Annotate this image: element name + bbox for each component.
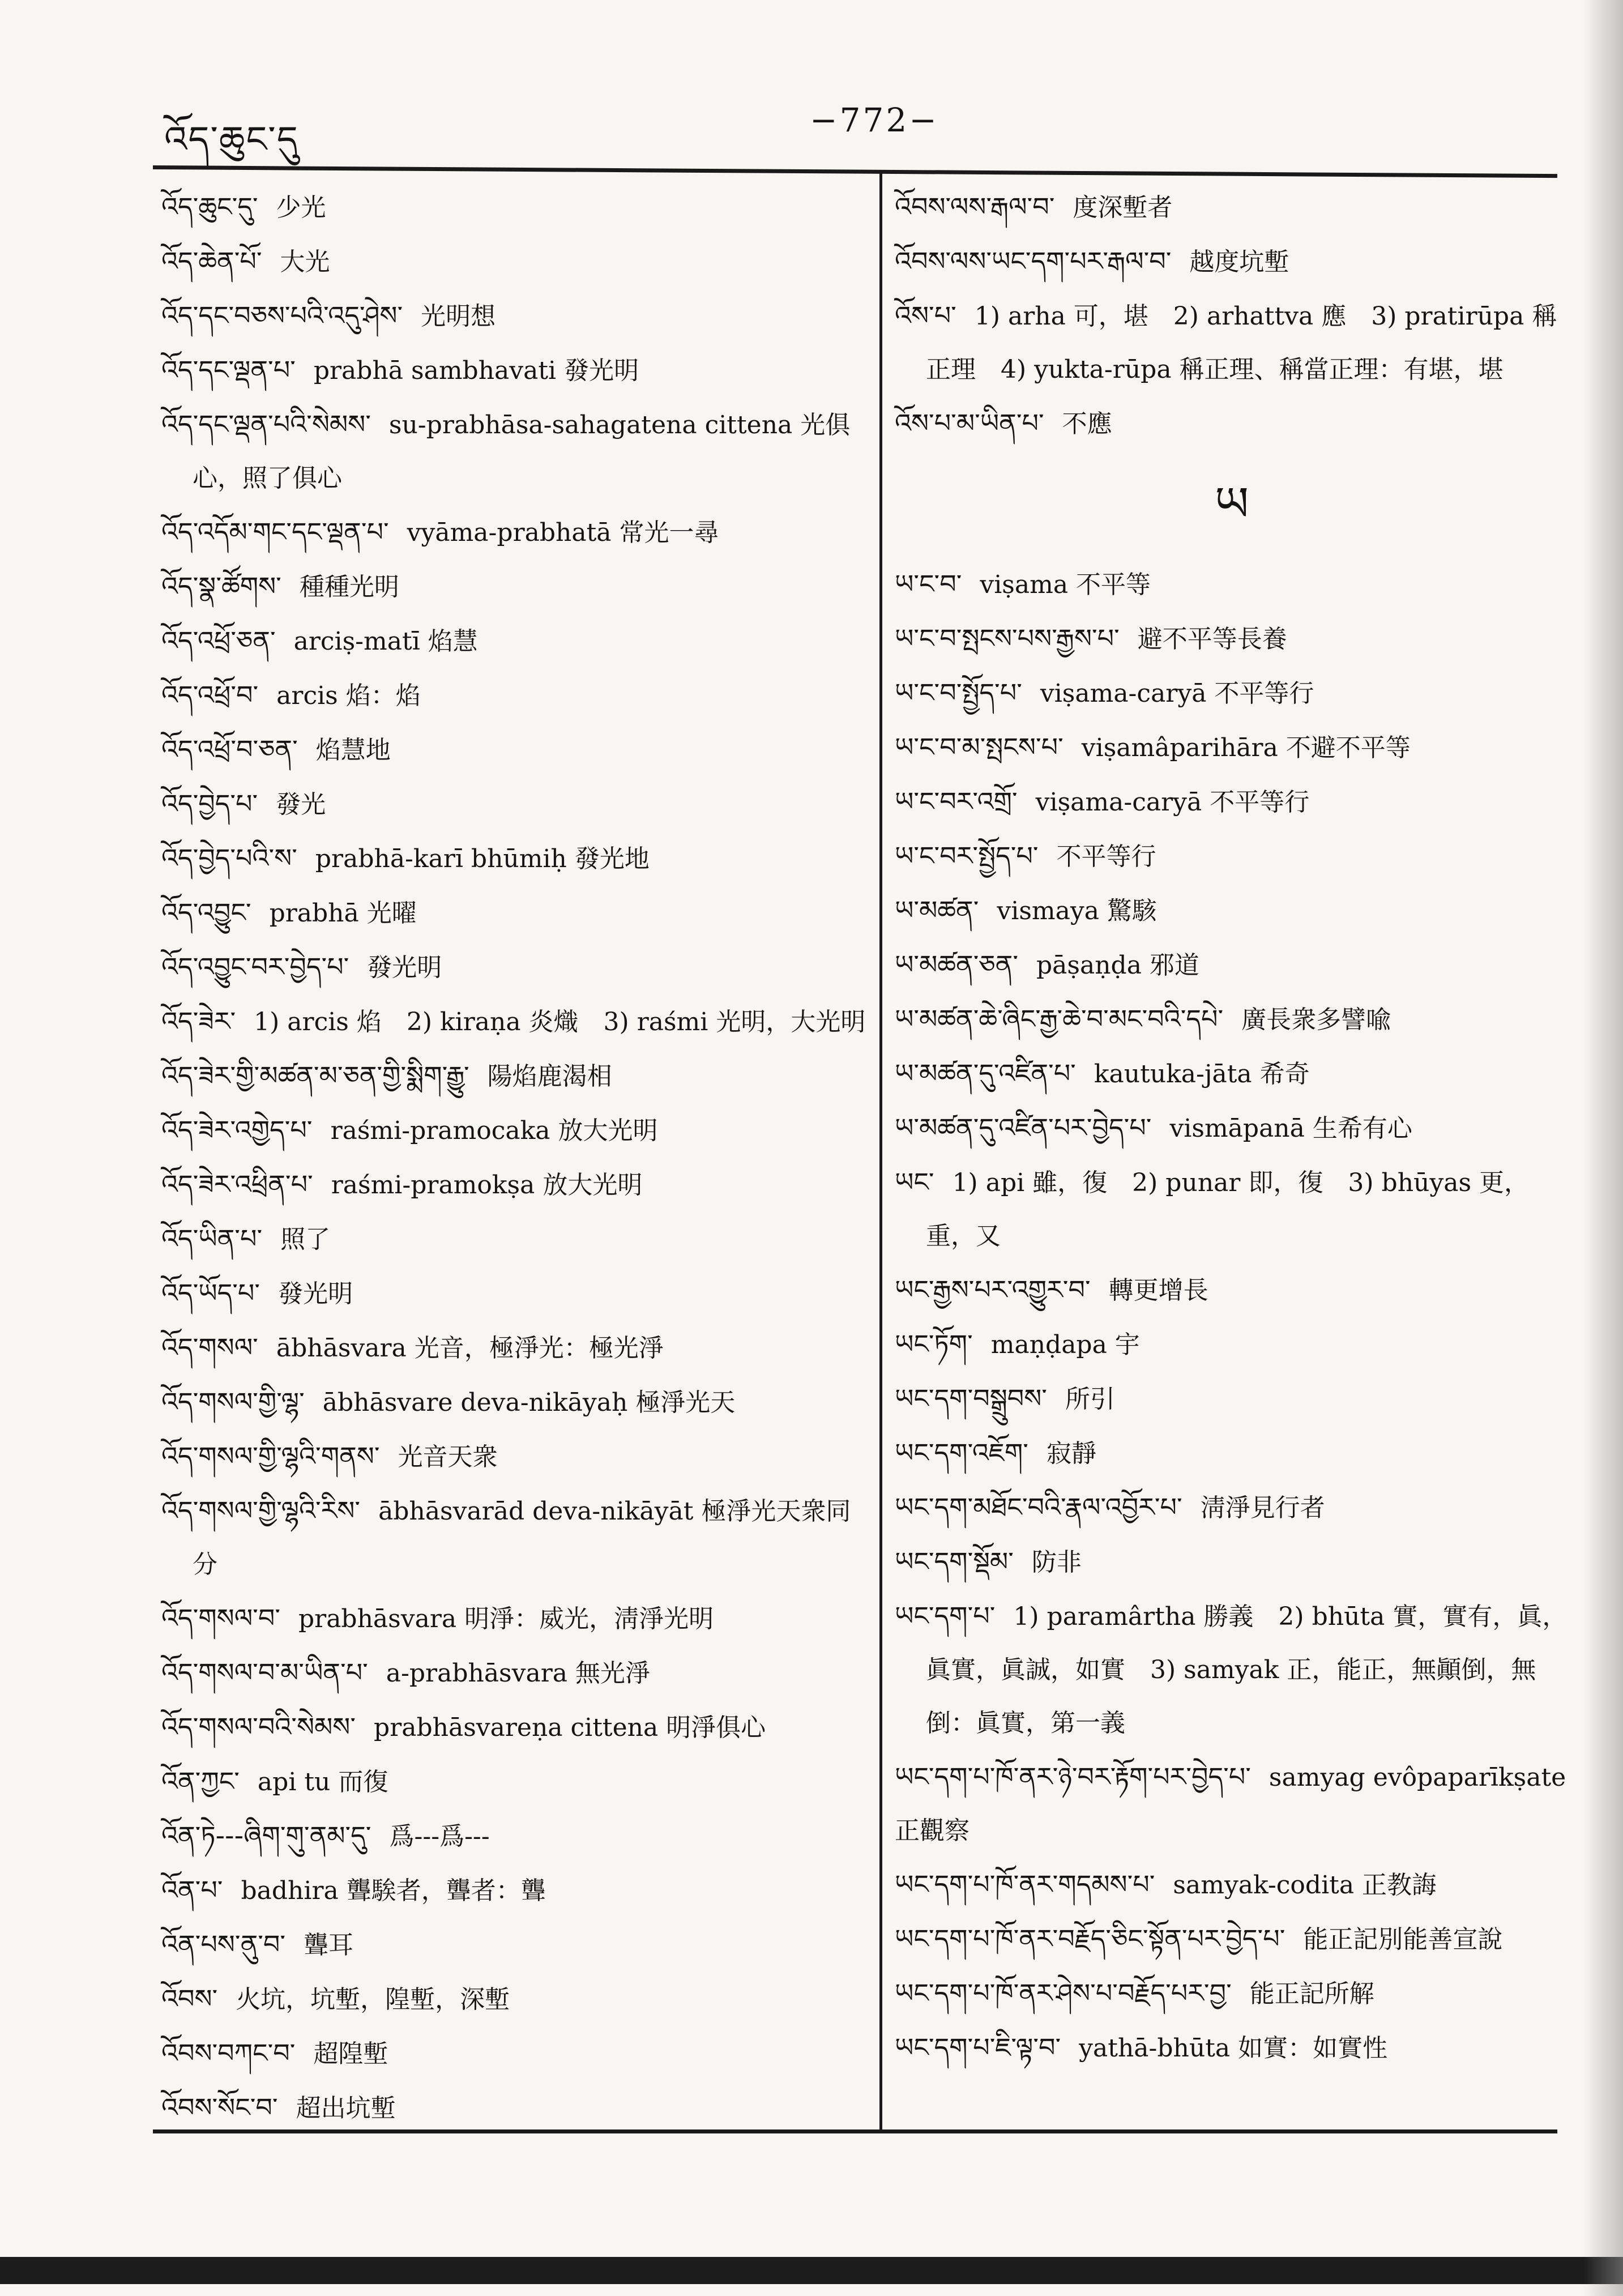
header-rule (153, 165, 1557, 178)
dictionary-entry (895, 938, 1569, 992)
dictionary-entry (161, 1755, 869, 1809)
footer-rule (153, 2129, 1557, 2133)
entry-headword: ཡ་མཚན་ཅན་ (895, 949, 1018, 980)
dictionary-entry (895, 1480, 1569, 1535)
entry-gloss: 種種光明 (299, 573, 399, 601)
entry-gloss: 能正記別能善宣說 (1303, 1925, 1503, 1954)
dictionary-entry (161, 614, 869, 668)
dictionary-entry (161, 940, 869, 995)
entry-gloss: maṇḍapa 宇 (990, 1330, 1140, 1359)
entry-gloss: raśmi-pramocaka 放大光明 (330, 1116, 658, 1145)
entry-gloss: viṣama-caryā 不平等行 (1035, 788, 1310, 817)
dictionary-entry (161, 2026, 869, 2081)
entry-headword: འོད་འབྱུང་ (161, 897, 251, 928)
entry-gloss: 1) arcis 焰 2) kiraṇa 炎熾 3) raśmi 光明，大光明 (254, 1008, 866, 1036)
left-column (161, 180, 869, 2135)
dictionary-entry (895, 1858, 1569, 1912)
dictionary-entry (161, 1972, 869, 2026)
entry-headword: ཡ་མཚན་ (895, 895, 979, 925)
entry-gloss: 陽焰鹿渴相 (487, 1062, 612, 1091)
right-column-top-entries (895, 180, 1569, 451)
entry-headword: ཡང་དག་པ་ཁོ་ནར་ཤེས་པ་བརྗོད་པར་བྱ་ (895, 1978, 1232, 2008)
dictionary-entry (895, 396, 1569, 451)
entry-headword: འོད་དང་ལྡན་པ་ (161, 355, 296, 385)
entry-headword: འོབས་ལས་རྒལ་བ་ (895, 191, 1055, 222)
dictionary-entry (161, 1103, 869, 1158)
entry-gloss: 不平等行 (1056, 842, 1156, 871)
entry-headword: འོད་ཟེར་གྱི་མཚན་མ་ཅན་གྱི་སྨིག་རྒྱུ་ (161, 1060, 469, 1091)
entry-gloss: api tu 而復 (257, 1768, 388, 1796)
entry-headword: ཡ་ང་བ་སྤྱོད་པ་ (895, 677, 1022, 708)
entry-headword: ཡ་མཚན་དུ་འཛིན་པ་ (895, 1058, 1076, 1089)
entry-headword: འོད་ཡིན་པ་ (161, 1223, 263, 1254)
entry-headword: འོབས་སོང་བ་ (161, 2092, 278, 2123)
entry-headword: འོད་གསལ་བ་ (161, 1603, 280, 1633)
entry-gloss: kautuka-jāta 希奇 (1094, 1060, 1310, 1089)
entry-headword: འོད་ཟེར་འགྱེད་པ་ (161, 1115, 313, 1145)
entry-gloss: badhira 聾騃者，聾者：聾 (241, 1876, 546, 1905)
entry-gloss: 轉更增長 (1108, 1276, 1208, 1305)
dictionary-entry (895, 289, 1569, 396)
entry-headword: འོད་འབྱུང་བར་བྱེད་པ་ (161, 951, 349, 982)
entry-gloss: 光明想 (421, 302, 496, 331)
dictionary-entry (161, 1266, 869, 1321)
dictionary-entry (161, 886, 869, 940)
dictionary-entry (161, 1809, 869, 1863)
entry-gloss: 光音天衆 (398, 1443, 498, 1471)
entry-headword: འོད་འཕྲོ་བ་ (161, 680, 259, 710)
entry-gloss: ābhāsvare deva-nikāyaḥ 極淨光天 (322, 1388, 736, 1417)
entry-headword: འོད་ཟེར་འཕྲིན་པ་ (161, 1169, 313, 1200)
entry-headword: ཡང་དག་བསྒྲུབས་ (895, 1383, 1047, 1414)
entry-headword: འོད་ཆུང་དུ་ (161, 191, 258, 222)
dictionary-entry (161, 777, 869, 831)
entry-headword: འོད་གསལ་བའི་སེམས་ (161, 1712, 356, 1742)
entry-headword: ཡང་དག་པ་ (895, 1601, 996, 1631)
entry-gloss: prabhāsvara 明淨：威光，淸淨光明 (298, 1604, 714, 1633)
dictionary-entry (161, 560, 869, 614)
dictionary-entry (161, 180, 869, 234)
scan-edge-bar (0, 2257, 1623, 2284)
entry-gloss: 少光 (276, 193, 326, 222)
entry-gloss: 超出坑塹 (296, 2094, 396, 2123)
entry-gloss: vismaya 驚駭 (997, 897, 1157, 925)
dictionary-entry (161, 234, 869, 289)
dictionary-entry (895, 1263, 1569, 1317)
entry-gloss: 能正記所解 (1249, 1979, 1374, 2008)
entry-headword: འོད་ཡོད་པ་ (161, 1278, 260, 1308)
entry-gloss: 寂靜 (1046, 1439, 1096, 1468)
entry-gloss: 發光明 (278, 1279, 353, 1308)
entry-gloss: ābhāsvarād deva-nikāyāt 極淨光天衆同分 (193, 1497, 851, 1579)
entry-gloss: 度深塹者 (1073, 193, 1173, 222)
entry-headword: འོད་ཆེན་པོ་ (161, 246, 262, 276)
entry-gloss: 淸淨見行者 (1200, 1493, 1325, 1522)
dictionary-entry (161, 1212, 869, 1266)
entry-gloss: 焰慧地 (315, 736, 391, 765)
entry-gloss: 發光明 (367, 953, 442, 982)
entry-headword: འོད་གསལ་གྱི་ལྷ་ (161, 1386, 305, 1417)
entry-headword: འོན་པ་ (161, 1875, 223, 1905)
dictionary-entry (895, 2021, 1569, 2075)
entry-gloss: arciṣ-matī 焰慧 (293, 627, 478, 656)
entry-gloss: viṣama-caryā 不平等行 (1040, 679, 1314, 708)
entry-gloss: samyag evôpaparīkṣate 正觀察 (895, 1763, 1566, 1845)
entry-headword: འོད་གསལ་གྱི་ལྷའི་རིས་ (161, 1495, 361, 1526)
entry-gloss: vismāpanā 生希有心 (1169, 1114, 1412, 1143)
entry-headword: འོད་གསལ་གྱི་ལྷའི་གནས་ (161, 1441, 380, 1471)
entry-headword: འོབས་བཀང་བ་ (161, 2038, 296, 2068)
entry-headword: ཡང་རྒྱས་པར་འགྱུར་བ་ (895, 1274, 1091, 1305)
dictionary-entry (161, 1918, 869, 1972)
entry-headword: འོད་འཕྲོ་བ་ཅན་ (161, 734, 298, 765)
dictionary-entry (895, 612, 1569, 666)
page-number: −772− (810, 101, 939, 139)
dictionary-entry (895, 720, 1569, 775)
dictionary-entry (161, 505, 869, 560)
dictionary-entry (161, 1375, 869, 1429)
dictionary-entry (895, 1426, 1569, 1480)
dictionary-entry (895, 1372, 1569, 1426)
dictionary-entry (161, 1049, 869, 1103)
entry-headword: ཡ་ང་བ་སྤངས་པས་རྒྱས་པ་ (895, 623, 1120, 654)
dictionary-entry (895, 234, 1569, 289)
dictionary-entry (161, 1321, 869, 1375)
dictionary-entry (895, 1101, 1569, 1155)
entry-gloss: su-prabhāsa-sahagatena cittena 光俱心，照了俱心 (193, 411, 851, 493)
entry-gloss: samyak-codita 正教誨 (1173, 1871, 1437, 1900)
entry-gloss: 1) arha 可，堪 2) arhattva 應 3) pratirūpa 稱正理 4) yukta-rūpa 稱正理、稱當正理：有堪，堪 (926, 302, 1557, 384)
entry-gloss: 大光 (280, 247, 330, 276)
scan-edge-shadow (1583, 0, 1623, 2296)
entry-gloss: 越度坑塹 (1189, 247, 1289, 276)
dictionary-entry (895, 557, 1569, 612)
entry-gloss: 1) api 雖，復 2) punar 即，復 3) bhūyas 更，重，又 (926, 1168, 1530, 1251)
entry-gloss: 聾耳 (304, 1931, 354, 1960)
dictionary-entry (895, 1750, 1569, 1858)
entry-headword: འོད་གསལ་བ་མ་ཡིན་པ་ (161, 1657, 368, 1688)
entry-gloss: arcis 焰：焰 (276, 681, 421, 710)
running-head: འོད་ཆུང་དུ (164, 119, 299, 161)
dictionary-entry (161, 1484, 869, 1591)
entry-headword: ཡ་ང་བར་སྤྱོད་པ་ (895, 840, 1039, 871)
dictionary-entry (895, 1912, 1569, 1966)
entry-headword: འོས་པ་མ་ཡིན་པ་ (895, 408, 1044, 438)
entry-headword: འོད་འཕྲོ་ཅན་ (161, 625, 276, 656)
entry-gloss: 所引 (1065, 1385, 1115, 1414)
entry-gloss: prabhā 光曜 (269, 899, 417, 928)
entry-headword: ཡང་དག་པ་ཁོ་ནར་ཉེ་བར་རྟོག་པར་བྱེད་པ་ (895, 1761, 1251, 1792)
dictionary-entry (161, 1591, 869, 1646)
entry-gloss: 廣長衆多譬喩 (1241, 1005, 1391, 1034)
entry-headword: འོན་ཀྱང་ (161, 1766, 240, 1796)
dictionary-entry (895, 992, 1569, 1047)
dictionary-entry (895, 829, 1569, 884)
entry-gloss: a-prabhāsvara 無光淨 (386, 1659, 650, 1688)
entry-gloss: 1) paramârtha 勝義 2) bhūta 實，實有，眞，眞實，眞誠，如實 3) samyak 正，能正，無顚倒，無倒：眞實，第一義 (926, 1602, 1568, 1738)
entry-headword: ཡང་དག་འཇོག་ (895, 1437, 1028, 1468)
entry-gloss: prabhā-karī bhūmiḥ 發光地 (315, 844, 650, 873)
entry-gloss: viṣamâparihāra 不避不平等 (1081, 733, 1411, 762)
dictionary-entry (161, 723, 869, 777)
entry-headword: ཡང་ (895, 1167, 934, 1197)
dictionary-entry (895, 1317, 1569, 1372)
entry-gloss: 避不平等長養 (1137, 625, 1287, 654)
dictionary-entry (161, 1700, 869, 1755)
dictionary-entry (161, 289, 869, 343)
entry-headword: ཡ་ང་བ་མ་སྤངས་པ་ (895, 732, 1064, 762)
entry-headword: འོད་འདོམ་གང་དང་ལྡན་པ་ (161, 517, 389, 547)
dictionary-entry (161, 1429, 869, 1484)
entry-headword: འོད་ཟེར་ (161, 1006, 236, 1036)
dictionary-entry (895, 666, 1569, 720)
entry-headword: འོད་བྱེད་པ་ (161, 788, 258, 819)
entry-headword: འོབས་ལས་ཡང་དག་པར་རྒལ་བ་ (895, 246, 1172, 276)
entry-gloss: 防非 (1031, 1548, 1082, 1577)
entry-headword: ཡ་ང་བར་འགྲོ་ (895, 786, 1018, 817)
entry-headword: ཡང་ཏོག་ (895, 1329, 973, 1359)
section-letter-heading: ཡ (1214, 476, 1249, 532)
dictionary-entry (161, 831, 869, 886)
dictionary-entry (895, 1047, 1569, 1101)
dictionary-entry (161, 668, 869, 723)
entry-gloss: 火坑，坑塹，隍塹，深塹 (236, 1985, 510, 2014)
dictionary-entry (161, 2081, 869, 2135)
entry-headword: ཡང་དག་སྡོམ་ (895, 1546, 1014, 1577)
entry-gloss: 照了 (280, 1225, 331, 1254)
dictionary-entry (895, 884, 1569, 938)
entry-gloss: raśmi-pramokṣa 放大光明 (331, 1171, 643, 1200)
entry-headword: ཡང་དག་པ་ཁོ་ནར་བརྗོད་ཅིང་སྟོན་པར་བྱེད་པ་ (895, 1923, 1285, 1954)
dictionary-entry (895, 180, 1569, 234)
entry-headword: ཡ་མཚན་དུ་འཛིན་པར་བྱེད་པ་ (895, 1112, 1152, 1143)
entry-gloss: prabhā sambhavati 發光明 (313, 356, 639, 385)
dictionary-entry (895, 1535, 1569, 1589)
dictionary-entry (895, 1155, 1569, 1263)
entry-headword: འོད་བྱེད་པའི་ས་ (161, 843, 297, 873)
entry-headword: ཡང་དག་པ་ཇི་ལྟ་བ་ (895, 2032, 1061, 2063)
dictionary-entry (895, 1589, 1569, 1750)
entry-gloss: yathā-bhūta 如實：如實性 (1079, 2034, 1388, 2063)
dictionary-entry (161, 343, 869, 398)
entry-headword: ཡང་དག་པ་ཁོ་ནར་གདམས་པ་ (895, 1869, 1155, 1900)
dictionary-entry (895, 1966, 1569, 2021)
entry-headword: ཡ་ང་བ་ (895, 569, 962, 599)
entry-gloss: vyāma-prabhatā 常光一尋 (407, 518, 719, 547)
entry-gloss: viṣama 不平等 (980, 570, 1151, 599)
dictionary-entry (161, 995, 869, 1049)
entry-headword: འོད་སྣ་ཚོགས་ (161, 571, 281, 601)
entry-headword: ཡ་མཚན་ཆེ་ཞིང་རྒྱ་ཆེ་བ་མང་བའི་དཔེ་ (895, 1004, 1224, 1034)
right-column (895, 180, 1569, 2075)
dictionary-entry (895, 775, 1569, 829)
column-divider (879, 173, 882, 2129)
entry-headword: འོན་ཏེ---ཞིག་གུ་ནམ་དུ་ (161, 1820, 371, 1851)
entry-headword: འོད་དང་བཅས་པའི་འདུ་ཤེས་ (161, 300, 403, 331)
entry-headword: འོབས་ (161, 1983, 218, 2014)
dictionary-entry (161, 1646, 869, 1700)
entry-gloss: 超隍塹 (313, 2039, 388, 2068)
entry-headword: འོས་པ་ (895, 300, 956, 331)
dictionary-entry (161, 398, 869, 505)
entry-headword: འོད་གསལ་ (161, 1332, 258, 1363)
entry-gloss: ābhāsvara 光音，極淨光：極光淨 (276, 1334, 664, 1363)
entry-headword: ཡང་དག་མཐོང་བའི་རྣལ་འབྱོར་པ་ (895, 1492, 1182, 1522)
dictionary-entry (161, 1158, 869, 1212)
dictionary-entry (161, 1863, 869, 1918)
entry-headword: འོན་པས་ནུ་བ་ (161, 1929, 286, 1960)
entry-gloss: prabhāsvareṇa cittena 明淨俱心 (374, 1713, 766, 1742)
entry-headword: འོད་དང་ལྡན་པའི་སེམས་ (161, 409, 371, 439)
right-column-bottom-entries (895, 557, 1569, 2075)
entry-gloss: 不應 (1062, 409, 1112, 438)
entry-gloss: pāṣaṇḍa 邪道 (1036, 951, 1199, 980)
entry-gloss: 爲---爲--- (389, 1822, 490, 1851)
entry-gloss: 發光 (276, 790, 326, 819)
